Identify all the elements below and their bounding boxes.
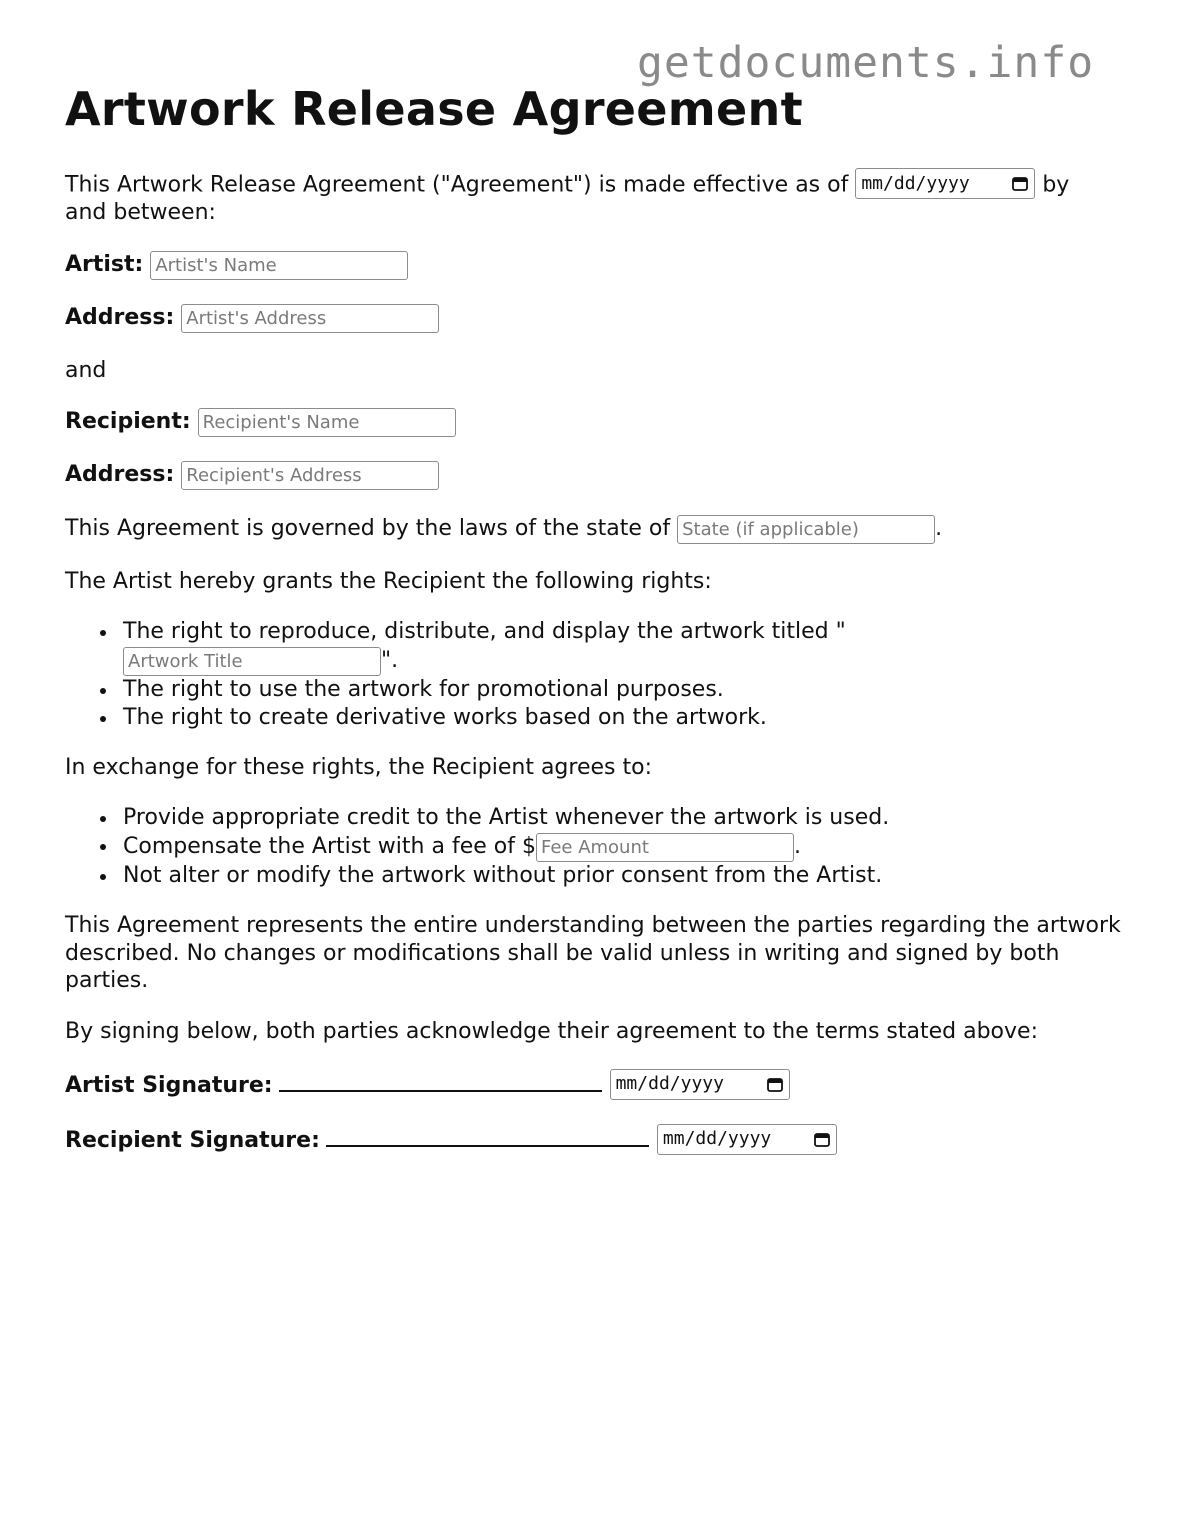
artist-name-input[interactable] [150, 251, 408, 280]
list-item: The right to use the artwork for promotional purposes. [65, 676, 1125, 704]
rights-item-1-close: ". [381, 648, 399, 673]
list-item: Not alter or modify the artwork without prior consent from the Artist. [65, 862, 1125, 890]
recipient-name-input[interactable] [198, 408, 456, 437]
fee-period: . [793, 834, 801, 859]
effective-date-input[interactable] [855, 168, 1035, 199]
artist-address-input[interactable] [181, 304, 439, 333]
recipient-address-row [65, 461, 439, 490]
governing-law-text: This Agreement is governed by the laws of the state of [65, 516, 671, 541]
list-item [65, 618, 1125, 676]
recipient-signature-row [65, 1125, 837, 1157]
calendar-icon[interactable] [814, 1132, 830, 1147]
artist-signature-date-input[interactable] [610, 1069, 790, 1100]
artist-signature-label: Artist Signature: [65, 1073, 273, 1098]
artist-signature-row [65, 1070, 790, 1102]
intro-by: by [1042, 172, 1070, 198]
exchange-intro: In exchange for these rights, the Recipient agrees to: [65, 755, 652, 780]
recipient-address-label: Address: [65, 462, 175, 487]
recipient-label: Recipient: [65, 409, 191, 434]
recipient-signature-line[interactable] [326, 1125, 649, 1147]
intro-line [65, 170, 1069, 201]
artist-signature-line[interactable] [279, 1070, 602, 1092]
intro-line-2: and between: [65, 200, 216, 225]
grants-intro: The Artist hereby grants the Recipient the following rights: [65, 569, 712, 594]
artist-label: Artist: [65, 252, 144, 277]
list-item [65, 832, 1125, 862]
intro-text: This Artwork Release Agreement ("Agreement") is made effective as of [65, 172, 849, 198]
date-placeholder: mm/dd/yyyy [615, 1073, 724, 1094]
list-item: Provide appropriate credit to the Artist whenever the artwork is used. [65, 804, 1125, 832]
fee-amount-input[interactable] [536, 833, 794, 862]
entire-agreement-paragraph: This Agreement represents the entire understanding between the parties regarding the artwork described. No changes or modifications shall be valid unless in writing and signed by both parties. [65, 913, 1121, 993]
signing-intro: By signing below, both parties acknowledge their agreement to the terms stated above: [65, 1019, 1038, 1044]
calendar-icon[interactable] [767, 1077, 783, 1092]
rights-list [65, 618, 1125, 732]
artist-name-row [65, 251, 408, 280]
governing-law-row [65, 515, 942, 544]
rights-item-1-text: The right to reproduce, distribute, and display the artwork titled " [123, 619, 846, 644]
artwork-title-input[interactable] [123, 647, 381, 676]
fee-text: Compensate the Artist with a fee of $ [123, 834, 536, 859]
date-placeholder: mm/dd/yyyy [861, 172, 970, 194]
page-title: Artwork Release Agreement [65, 82, 803, 136]
list-item: The right to create derivative works based on the artwork. [65, 704, 1125, 732]
calendar-icon[interactable] [1012, 176, 1028, 191]
and-text: and [65, 358, 107, 383]
state-input[interactable] [677, 515, 935, 544]
recipient-signature-date-input[interactable] [657, 1124, 837, 1155]
recipient-signature-label: Recipient Signature: [65, 1128, 320, 1153]
artist-address-row [65, 304, 439, 333]
artist-address-label: Address: [65, 305, 175, 330]
watermark: getdocuments.info [637, 38, 1095, 88]
recipient-name-row [65, 408, 456, 437]
recipient-address-input[interactable] [181, 461, 439, 490]
governing-law-period: . [935, 516, 943, 541]
obligations-list [65, 804, 1125, 890]
date-placeholder: mm/dd/yyyy [662, 1128, 772, 1149]
